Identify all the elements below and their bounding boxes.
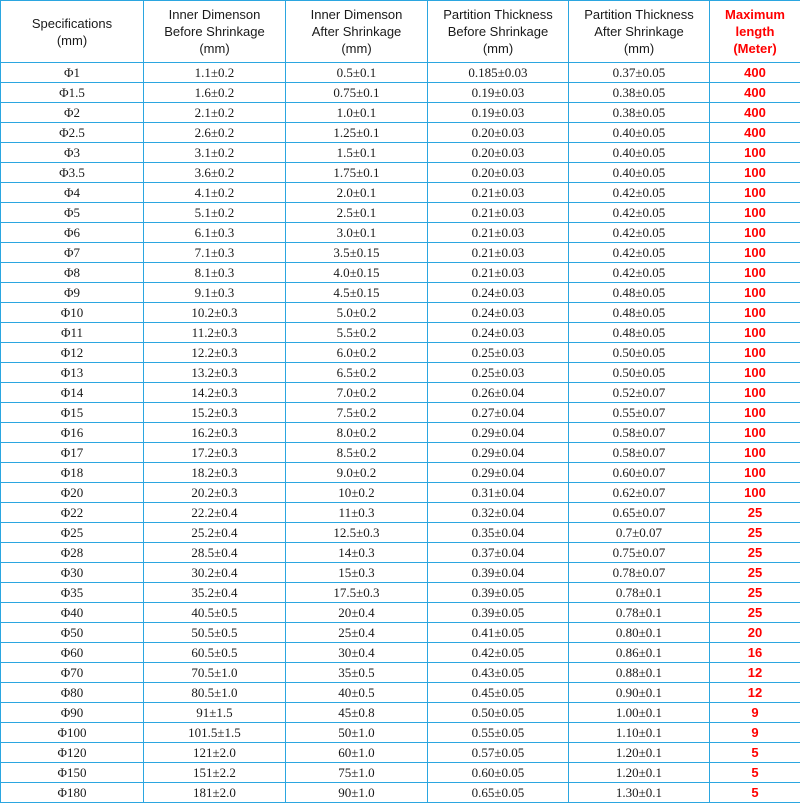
cell-maximum-length: 12 bbox=[710, 663, 800, 683]
cell-maximum-length: 100 bbox=[710, 183, 800, 203]
table-body bbox=[1, 63, 800, 803]
cell-maximum-length: 100 bbox=[710, 303, 800, 323]
cell-inner-before: 3.6±0.2 bbox=[144, 163, 286, 183]
cell-partition-before: 0.29±0.04 bbox=[428, 463, 569, 483]
table-row bbox=[1, 443, 800, 463]
cell-partition-before: 0.60±0.05 bbox=[428, 763, 569, 783]
cell-inner-before: 50.5±0.5 bbox=[144, 623, 286, 643]
table-row bbox=[1, 243, 800, 263]
cell-partition-after: 0.52±0.07 bbox=[569, 383, 710, 403]
table-row bbox=[1, 483, 800, 503]
cell-partition-before: 0.21±0.03 bbox=[428, 183, 569, 203]
cell-maximum-length: 12 bbox=[710, 683, 800, 703]
header-partition-before bbox=[428, 1, 569, 63]
cell-maximum-length: 25 bbox=[710, 503, 800, 523]
cell-specification: Φ60 bbox=[1, 643, 144, 663]
cell-inner-after: 15±0.3 bbox=[286, 563, 428, 583]
cell-inner-after: 8.0±0.2 bbox=[286, 423, 428, 443]
cell-inner-after: 0.5±0.1 bbox=[286, 63, 428, 83]
table-row bbox=[1, 683, 800, 703]
cell-specification: Φ6 bbox=[1, 223, 144, 243]
cell-maximum-length: 20 bbox=[710, 623, 800, 643]
cell-inner-after: 90±1.0 bbox=[286, 783, 428, 803]
table-row bbox=[1, 203, 800, 223]
table-row bbox=[1, 643, 800, 663]
cell-inner-after: 6.0±0.2 bbox=[286, 343, 428, 363]
cell-partition-after: 0.58±0.07 bbox=[569, 423, 710, 443]
cell-partition-before: 0.42±0.05 bbox=[428, 643, 569, 663]
cell-partition-after: 1.20±0.1 bbox=[569, 763, 710, 783]
cell-specification: Φ17 bbox=[1, 443, 144, 463]
cell-specification: Φ40 bbox=[1, 603, 144, 623]
cell-inner-after: 4.5±0.15 bbox=[286, 283, 428, 303]
cell-specification: Φ7 bbox=[1, 243, 144, 263]
cell-maximum-length: 100 bbox=[710, 143, 800, 163]
cell-partition-before: 0.20±0.03 bbox=[428, 163, 569, 183]
cell-maximum-length: 400 bbox=[710, 83, 800, 103]
cell-maximum-length: 100 bbox=[710, 463, 800, 483]
cell-partition-before: 0.21±0.03 bbox=[428, 223, 569, 243]
cell-specification: Φ10 bbox=[1, 303, 144, 323]
cell-specification: Φ14 bbox=[1, 383, 144, 403]
cell-inner-after: 35±0.5 bbox=[286, 663, 428, 683]
cell-specification: Φ28 bbox=[1, 543, 144, 563]
cell-partition-after: 0.90±0.1 bbox=[569, 683, 710, 703]
cell-partition-after: 0.40±0.05 bbox=[569, 123, 710, 143]
header-line: Inner Dimenson bbox=[286, 6, 427, 23]
cell-inner-before: 151±2.2 bbox=[144, 763, 286, 783]
cell-inner-after: 4.0±0.15 bbox=[286, 263, 428, 283]
table-row bbox=[1, 543, 800, 563]
table-row bbox=[1, 623, 800, 643]
header-line: Maximum bbox=[710, 6, 800, 23]
cell-inner-before: 11.2±0.3 bbox=[144, 323, 286, 343]
cell-inner-after: 17.5±0.3 bbox=[286, 583, 428, 603]
table-row bbox=[1, 423, 800, 443]
table-row bbox=[1, 163, 800, 183]
cell-inner-before: 40.5±0.5 bbox=[144, 603, 286, 623]
header-line: (mm) bbox=[569, 40, 709, 57]
header-line: (Meter) bbox=[710, 40, 800, 57]
table-row bbox=[1, 363, 800, 383]
cell-partition-before: 0.32±0.04 bbox=[428, 503, 569, 523]
cell-partition-after: 0.40±0.05 bbox=[569, 163, 710, 183]
cell-inner-before: 13.2±0.3 bbox=[144, 363, 286, 383]
cell-maximum-length: 100 bbox=[710, 283, 800, 303]
cell-inner-after: 12.5±0.3 bbox=[286, 523, 428, 543]
cell-specification: Φ90 bbox=[1, 703, 144, 723]
cell-partition-after: 0.78±0.07 bbox=[569, 563, 710, 583]
cell-partition-before: 0.29±0.04 bbox=[428, 443, 569, 463]
cell-inner-after: 11±0.3 bbox=[286, 503, 428, 523]
cell-inner-before: 4.1±0.2 bbox=[144, 183, 286, 203]
cell-specification: Φ120 bbox=[1, 743, 144, 763]
cell-inner-before: 17.2±0.3 bbox=[144, 443, 286, 463]
cell-specification: Φ3 bbox=[1, 143, 144, 163]
cell-specification: Φ5 bbox=[1, 203, 144, 223]
cell-specification: Φ20 bbox=[1, 483, 144, 503]
header-inner-after bbox=[286, 1, 428, 63]
cell-specification: Φ50 bbox=[1, 623, 144, 643]
cell-specification: Φ8 bbox=[1, 263, 144, 283]
cell-partition-after: 0.78±0.1 bbox=[569, 583, 710, 603]
cell-maximum-length: 100 bbox=[710, 383, 800, 403]
cell-partition-after: 0.78±0.1 bbox=[569, 603, 710, 623]
cell-inner-before: 6.1±0.3 bbox=[144, 223, 286, 243]
cell-partition-after: 0.75±0.07 bbox=[569, 543, 710, 563]
cell-partition-after: 0.86±0.1 bbox=[569, 643, 710, 663]
cell-partition-before: 0.24±0.03 bbox=[428, 283, 569, 303]
header-partition-after bbox=[569, 1, 710, 63]
table-row bbox=[1, 523, 800, 543]
cell-inner-after: 50±1.0 bbox=[286, 723, 428, 743]
cell-partition-after: 0.55±0.07 bbox=[569, 403, 710, 423]
cell-partition-after: 1.20±0.1 bbox=[569, 743, 710, 763]
cell-maximum-length: 9 bbox=[710, 723, 800, 743]
cell-maximum-length: 25 bbox=[710, 563, 800, 583]
cell-maximum-length: 25 bbox=[710, 523, 800, 543]
cell-maximum-length: 25 bbox=[710, 583, 800, 603]
cell-specification: Φ25 bbox=[1, 523, 144, 543]
cell-partition-after: 0.58±0.07 bbox=[569, 443, 710, 463]
cell-maximum-length: 100 bbox=[710, 363, 800, 383]
cell-specification: Φ80 bbox=[1, 683, 144, 703]
cell-inner-before: 15.2±0.3 bbox=[144, 403, 286, 423]
cell-maximum-length: 100 bbox=[710, 343, 800, 363]
cell-specification: Φ15 bbox=[1, 403, 144, 423]
cell-maximum-length: 100 bbox=[710, 323, 800, 343]
header-maximum-length bbox=[710, 1, 800, 63]
table-row bbox=[1, 403, 800, 423]
header-line: (mm) bbox=[428, 40, 568, 57]
header-specifications bbox=[1, 1, 144, 63]
cell-inner-before: 25.2±0.4 bbox=[144, 523, 286, 543]
cell-partition-before: 0.26±0.04 bbox=[428, 383, 569, 403]
table-row bbox=[1, 503, 800, 523]
cell-partition-after: 0.50±0.05 bbox=[569, 363, 710, 383]
cell-specification: Φ1.5 bbox=[1, 83, 144, 103]
cell-specification: Φ2.5 bbox=[1, 123, 144, 143]
cell-maximum-length: 100 bbox=[710, 163, 800, 183]
cell-inner-before: 70.5±1.0 bbox=[144, 663, 286, 683]
cell-partition-before: 0.20±0.03 bbox=[428, 143, 569, 163]
header-line: Specifications bbox=[1, 15, 143, 32]
cell-inner-before: 28.5±0.4 bbox=[144, 543, 286, 563]
cell-inner-after: 40±0.5 bbox=[286, 683, 428, 703]
cell-partition-after: 0.42±0.05 bbox=[569, 223, 710, 243]
cell-partition-before: 0.39±0.05 bbox=[428, 603, 569, 623]
cell-maximum-length: 400 bbox=[710, 123, 800, 143]
header-line: (mm) bbox=[1, 32, 143, 49]
cell-specification: Φ11 bbox=[1, 323, 144, 343]
header-line: After Shrinkage bbox=[569, 23, 709, 40]
cell-inner-after: 2.0±0.1 bbox=[286, 183, 428, 203]
cell-partition-before: 0.25±0.03 bbox=[428, 343, 569, 363]
cell-inner-before: 10.2±0.3 bbox=[144, 303, 286, 323]
cell-partition-after: 0.65±0.07 bbox=[569, 503, 710, 523]
cell-inner-before: 12.2±0.3 bbox=[144, 343, 286, 363]
table-row bbox=[1, 743, 800, 763]
cell-inner-after: 3.5±0.15 bbox=[286, 243, 428, 263]
table-row bbox=[1, 143, 800, 163]
cell-inner-before: 30.2±0.4 bbox=[144, 563, 286, 583]
cell-specification: Φ2 bbox=[1, 103, 144, 123]
cell-specification: Φ3.5 bbox=[1, 163, 144, 183]
cell-inner-before: 1.6±0.2 bbox=[144, 83, 286, 103]
cell-inner-after: 7.0±0.2 bbox=[286, 383, 428, 403]
cell-maximum-length: 400 bbox=[710, 103, 800, 123]
cell-inner-before: 60.5±0.5 bbox=[144, 643, 286, 663]
cell-partition-before: 0.21±0.03 bbox=[428, 263, 569, 283]
cell-specification: Φ180 bbox=[1, 783, 144, 803]
header-line: (mm) bbox=[144, 40, 285, 57]
cell-specification: Φ4 bbox=[1, 183, 144, 203]
cell-maximum-length: 100 bbox=[710, 223, 800, 243]
table-row bbox=[1, 563, 800, 583]
cell-maximum-length: 400 bbox=[710, 63, 800, 83]
cell-partition-after: 0.48±0.05 bbox=[569, 303, 710, 323]
table-row bbox=[1, 463, 800, 483]
cell-partition-before: 0.37±0.04 bbox=[428, 543, 569, 563]
cell-specification: Φ70 bbox=[1, 663, 144, 683]
cell-partition-after: 0.62±0.07 bbox=[569, 483, 710, 503]
cell-inner-after: 5.0±0.2 bbox=[286, 303, 428, 323]
cell-inner-after: 60±1.0 bbox=[286, 743, 428, 763]
header-line: After Shrinkage bbox=[286, 23, 427, 40]
cell-inner-before: 8.1±0.3 bbox=[144, 263, 286, 283]
table-row bbox=[1, 283, 800, 303]
cell-partition-after: 0.37±0.05 bbox=[569, 63, 710, 83]
cell-partition-before: 0.39±0.04 bbox=[428, 563, 569, 583]
cell-maximum-length: 100 bbox=[710, 483, 800, 503]
cell-partition-after: 0.48±0.05 bbox=[569, 283, 710, 303]
cell-partition-before: 0.29±0.04 bbox=[428, 423, 569, 443]
cell-inner-after: 6.5±0.2 bbox=[286, 363, 428, 383]
cell-maximum-length: 5 bbox=[710, 763, 800, 783]
cell-maximum-length: 100 bbox=[710, 423, 800, 443]
cell-specification: Φ18 bbox=[1, 463, 144, 483]
table-row bbox=[1, 63, 800, 83]
cell-inner-before: 1.1±0.2 bbox=[144, 63, 286, 83]
cell-specification: Φ35 bbox=[1, 583, 144, 603]
cell-maximum-length: 100 bbox=[710, 243, 800, 263]
cell-inner-after: 3.0±0.1 bbox=[286, 223, 428, 243]
cell-inner-before: 18.2±0.3 bbox=[144, 463, 286, 483]
cell-partition-after: 0.42±0.05 bbox=[569, 183, 710, 203]
cell-partition-before: 0.19±0.03 bbox=[428, 103, 569, 123]
header-line: Before Shrinkage bbox=[144, 23, 285, 40]
cell-partition-before: 0.24±0.03 bbox=[428, 323, 569, 343]
cell-inner-after: 10±0.2 bbox=[286, 483, 428, 503]
header-line: Before Shrinkage bbox=[428, 23, 568, 40]
cell-inner-after: 9.0±0.2 bbox=[286, 463, 428, 483]
cell-partition-before: 0.20±0.03 bbox=[428, 123, 569, 143]
cell-inner-before: 3.1±0.2 bbox=[144, 143, 286, 163]
cell-partition-after: 1.10±0.1 bbox=[569, 723, 710, 743]
cell-inner-before: 35.2±0.4 bbox=[144, 583, 286, 603]
table-row bbox=[1, 703, 800, 723]
cell-partition-before: 0.24±0.03 bbox=[428, 303, 569, 323]
cell-inner-after: 25±0.4 bbox=[286, 623, 428, 643]
cell-inner-after: 2.5±0.1 bbox=[286, 203, 428, 223]
cell-specification: Φ9 bbox=[1, 283, 144, 303]
cell-inner-after: 7.5±0.2 bbox=[286, 403, 428, 423]
cell-partition-before: 0.41±0.05 bbox=[428, 623, 569, 643]
cell-partition-before: 0.21±0.03 bbox=[428, 203, 569, 223]
cell-partition-before: 0.50±0.05 bbox=[428, 703, 569, 723]
cell-inner-before: 121±2.0 bbox=[144, 743, 286, 763]
cell-partition-after: 1.00±0.1 bbox=[569, 703, 710, 723]
table-row bbox=[1, 323, 800, 343]
cell-partition-before: 0.27±0.04 bbox=[428, 403, 569, 423]
table-row bbox=[1, 763, 800, 783]
table-row bbox=[1, 303, 800, 323]
cell-maximum-length: 25 bbox=[710, 543, 800, 563]
cell-maximum-length: 9 bbox=[710, 703, 800, 723]
cell-partition-after: 0.42±0.05 bbox=[569, 263, 710, 283]
cell-specification: Φ150 bbox=[1, 763, 144, 783]
cell-inner-after: 30±0.4 bbox=[286, 643, 428, 663]
cell-maximum-length: 100 bbox=[710, 203, 800, 223]
cell-partition-before: 0.65±0.05 bbox=[428, 783, 569, 803]
header-line: (mm) bbox=[286, 40, 427, 57]
cell-partition-after: 1.30±0.1 bbox=[569, 783, 710, 803]
table-row bbox=[1, 583, 800, 603]
header-line: Partition Thickness bbox=[428, 6, 568, 23]
cell-partition-after: 0.38±0.05 bbox=[569, 83, 710, 103]
cell-inner-before: 2.6±0.2 bbox=[144, 123, 286, 143]
cell-maximum-length: 25 bbox=[710, 603, 800, 623]
cell-partition-after: 0.60±0.07 bbox=[569, 463, 710, 483]
cell-specification: Φ13 bbox=[1, 363, 144, 383]
cell-partition-before: 0.45±0.05 bbox=[428, 683, 569, 703]
cell-inner-before: 5.1±0.2 bbox=[144, 203, 286, 223]
table-row bbox=[1, 603, 800, 623]
cell-partition-after: 0.40±0.05 bbox=[569, 143, 710, 163]
table-row bbox=[1, 343, 800, 363]
cell-partition-before: 0.21±0.03 bbox=[428, 243, 569, 263]
cell-inner-after: 8.5±0.2 bbox=[286, 443, 428, 463]
table-row bbox=[1, 103, 800, 123]
cell-inner-after: 14±0.3 bbox=[286, 543, 428, 563]
cell-partition-after: 0.48±0.05 bbox=[569, 323, 710, 343]
cell-partition-before: 0.55±0.05 bbox=[428, 723, 569, 743]
cell-inner-after: 20±0.4 bbox=[286, 603, 428, 623]
cell-partition-after: 0.42±0.05 bbox=[569, 203, 710, 223]
cell-inner-before: 2.1±0.2 bbox=[144, 103, 286, 123]
cell-inner-before: 181±2.0 bbox=[144, 783, 286, 803]
cell-inner-after: 1.25±0.1 bbox=[286, 123, 428, 143]
table-row bbox=[1, 223, 800, 243]
cell-inner-before: 20.2±0.3 bbox=[144, 483, 286, 503]
cell-specification: Φ16 bbox=[1, 423, 144, 443]
cell-partition-before: 0.185±0.03 bbox=[428, 63, 569, 83]
cell-specification: Φ100 bbox=[1, 723, 144, 743]
cell-partition-after: 0.7±0.07 bbox=[569, 523, 710, 543]
cell-partition-after: 0.38±0.05 bbox=[569, 103, 710, 123]
header-row bbox=[1, 1, 800, 63]
table-row bbox=[1, 183, 800, 203]
cell-inner-after: 1.5±0.1 bbox=[286, 143, 428, 163]
cell-specification: Φ12 bbox=[1, 343, 144, 363]
cell-inner-before: 80.5±1.0 bbox=[144, 683, 286, 703]
cell-inner-after: 5.5±0.2 bbox=[286, 323, 428, 343]
cell-partition-before: 0.19±0.03 bbox=[428, 83, 569, 103]
cell-inner-after: 0.75±0.1 bbox=[286, 83, 428, 103]
cell-partition-before: 0.57±0.05 bbox=[428, 743, 569, 763]
cell-partition-before: 0.43±0.05 bbox=[428, 663, 569, 683]
cell-specification: Φ22 bbox=[1, 503, 144, 523]
cell-inner-after: 45±0.8 bbox=[286, 703, 428, 723]
cell-maximum-length: 100 bbox=[710, 443, 800, 463]
cell-partition-before: 0.31±0.04 bbox=[428, 483, 569, 503]
cell-inner-before: 101.5±1.5 bbox=[144, 723, 286, 743]
cell-partition-after: 0.88±0.1 bbox=[569, 663, 710, 683]
cell-partition-before: 0.25±0.03 bbox=[428, 363, 569, 383]
cell-inner-before: 14.2±0.3 bbox=[144, 383, 286, 403]
cell-inner-before: 91±1.5 bbox=[144, 703, 286, 723]
header-line: Partition Thickness bbox=[569, 6, 709, 23]
table-row bbox=[1, 263, 800, 283]
cell-specification: Φ1 bbox=[1, 63, 144, 83]
cell-partition-before: 0.39±0.05 bbox=[428, 583, 569, 603]
cell-inner-after: 1.75±0.1 bbox=[286, 163, 428, 183]
cell-maximum-length: 100 bbox=[710, 403, 800, 423]
header-line: length bbox=[710, 23, 800, 40]
cell-inner-before: 7.1±0.3 bbox=[144, 243, 286, 263]
cell-inner-before: 22.2±0.4 bbox=[144, 503, 286, 523]
table-row bbox=[1, 83, 800, 103]
cell-inner-before: 16.2±0.3 bbox=[144, 423, 286, 443]
cell-partition-after: 0.80±0.1 bbox=[569, 623, 710, 643]
cell-maximum-length: 100 bbox=[710, 263, 800, 283]
cell-maximum-length: 16 bbox=[710, 643, 800, 663]
cell-specification: Φ30 bbox=[1, 563, 144, 583]
cell-inner-after: 75±1.0 bbox=[286, 763, 428, 783]
cell-maximum-length: 5 bbox=[710, 783, 800, 803]
table-row bbox=[1, 123, 800, 143]
cell-partition-after: 0.42±0.05 bbox=[569, 243, 710, 263]
header-line: Inner Dimenson bbox=[144, 6, 285, 23]
cell-inner-before: 9.1±0.3 bbox=[144, 283, 286, 303]
cell-inner-after: 1.0±0.1 bbox=[286, 103, 428, 123]
cell-partition-before: 0.35±0.04 bbox=[428, 523, 569, 543]
cell-partition-after: 0.50±0.05 bbox=[569, 343, 710, 363]
header-inner-before bbox=[144, 1, 286, 63]
table-row bbox=[1, 383, 800, 403]
table-row bbox=[1, 663, 800, 683]
table-row bbox=[1, 723, 800, 743]
cell-maximum-length: 5 bbox=[710, 743, 800, 763]
